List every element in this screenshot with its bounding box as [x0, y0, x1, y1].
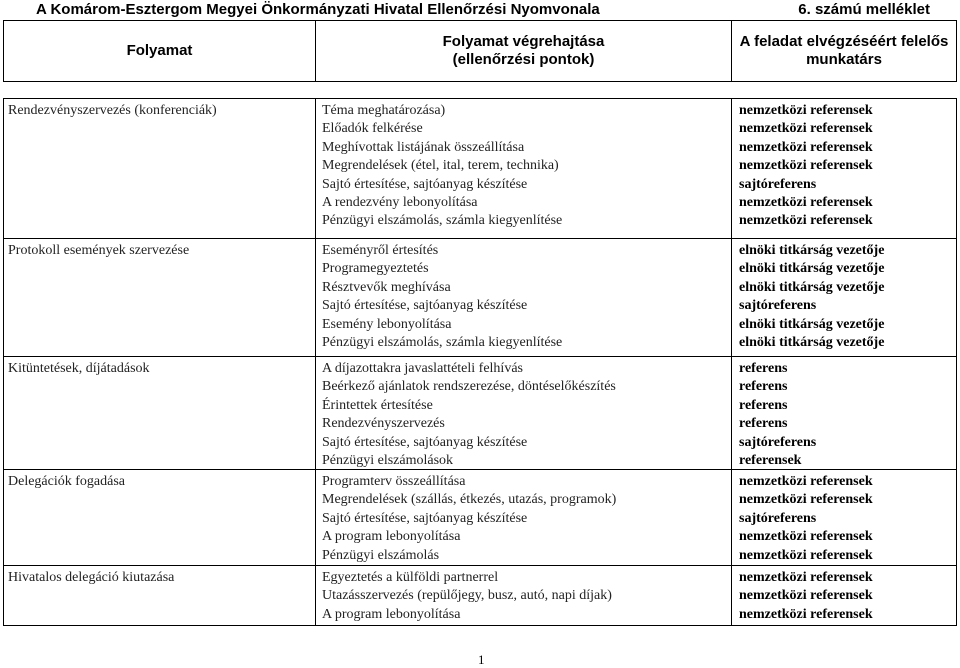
responsible-text: referens [739, 416, 788, 432]
column-header-process-label: Folyamat [126, 42, 193, 59]
step-text: Pénzügyi elszámolás [322, 547, 440, 563]
responsible-text: referens [739, 379, 788, 395]
step-text: Eseményről értesítés [322, 243, 439, 258]
step-text: Pénzügyi elszámolások [322, 453, 454, 469]
responsible-text: nemzetközi referensek [739, 103, 873, 118]
responsible-list [739, 360, 954, 470]
responsible-text: referens [739, 397, 788, 413]
responsible-text: elnöki titkárság vezetője [739, 279, 885, 295]
table-row [4, 356, 956, 470]
step-text: A díjazottakra javaslattételi felhívás [322, 361, 523, 376]
table-row [4, 238, 956, 357]
step-text: Utazásszervezés (repülőjegy, busz, autó, napi díjak) [322, 588, 612, 604]
responsible-text: elnöki titkárság vezetője [739, 261, 885, 277]
step-text: Egyeztetés a külföldi partnerrel [322, 570, 499, 585]
responsible-text: referensek [739, 453, 802, 469]
step-text: Programterv összeállítása [322, 474, 466, 489]
responsible-text: sajtóreferens [739, 298, 817, 314]
process-name: Kitüntetések, díjátadások [8, 361, 150, 376]
process-name: Protokoll események szervezése [8, 243, 190, 258]
column-header-execution [316, 21, 732, 81]
step-text: Meghívottak listájának összeállítása [322, 139, 525, 155]
column-header-responsible-line1: A feladat elvégzéséért felelős [739, 33, 949, 50]
execution-steps [322, 569, 727, 624]
responsible-text: sajtóreferens [739, 434, 817, 450]
table-row [4, 99, 956, 238]
step-text: Megrendelések (szállás, étkezés, utazás, programok) [322, 492, 617, 508]
step-text: Esemény lebonyolítása [322, 316, 452, 332]
execution-steps [322, 473, 727, 565]
step-text: Sajtó értesítése, sajtóanyag készítése [322, 434, 528, 450]
execution-steps [322, 242, 727, 352]
responsible-text: elnöki titkárság vezetője [739, 316, 885, 332]
responsible-text: sajtóreferens [739, 176, 817, 192]
column-header-responsible [732, 21, 956, 81]
organization-title: A Komárom-Esztergom Megyei Önkormányzati Hivatal Ellenőrzési Nyomvonala [36, 1, 600, 18]
responsible-list [739, 102, 954, 231]
table-header [3, 20, 957, 82]
execution-steps [322, 102, 727, 231]
step-text: A rendezvény lebonyolítása [322, 195, 478, 211]
responsible-text: nemzetközi referensek [739, 139, 873, 155]
step-text: Résztvevők meghívása [322, 279, 451, 295]
responsible-text: nemzetközi referensek [739, 570, 873, 585]
responsible-text: nemzetközi referensek [739, 158, 873, 174]
responsible-list [739, 242, 954, 352]
step-text: Pénzügyi elszámolás, számla kiegyenlítése [322, 335, 563, 351]
document-header [0, 0, 960, 22]
responsible-text: nemzetközi referensek [739, 529, 873, 545]
step-text: Érintettek értesítése [322, 397, 433, 413]
responsible-list [739, 473, 954, 565]
column-header-execution-line1: Folyamat végrehajtása [442, 33, 605, 50]
responsible-text: sajtóreferens [739, 510, 817, 526]
annex-label: 6. számú melléklet [798, 1, 930, 18]
responsible-text: nemzetközi referensek [739, 195, 873, 211]
responsible-text: elnöki titkárság vezetője [739, 335, 885, 351]
step-text: Rendezvényszervezés [322, 416, 445, 432]
responsible-text: nemzetközi referensek [739, 547, 873, 563]
step-text: Előadók felkérése [322, 121, 423, 137]
responsible-list [739, 569, 954, 624]
responsible-text: nemzetközi referensek [739, 492, 873, 508]
step-text: A program lebonyolítása [322, 606, 461, 622]
step-text: Pénzügyi elszámolás, számla kiegyenlítése [322, 213, 563, 229]
column-header-execution-line2: (ellenőrzési pontok) [452, 51, 595, 68]
step-text: Téma meghatározása) [322, 103, 446, 118]
responsible-text: nemzetközi referensek [739, 213, 873, 229]
table-row [4, 565, 956, 626]
step-text: Beérkező ajánlatok rendszerezése, döntéselőkészítés [322, 379, 616, 395]
step-text: Sajtó értesítése, sajtóanyag készítése [322, 510, 528, 526]
process-name: Rendezvényszervezés (konferenciák) [8, 103, 217, 118]
responsible-text: referens [739, 361, 788, 376]
responsible-text: nemzetközi referensek [739, 606, 873, 622]
execution-steps [322, 360, 727, 470]
responsible-text: nemzetközi referensek [739, 121, 873, 137]
step-text: Megrendelések (étel, ital, terem, technika) [322, 158, 559, 174]
table-row [4, 469, 956, 566]
step-text: A program lebonyolítása [322, 529, 461, 545]
process-name: Delegációk fogadása [8, 474, 125, 489]
responsible-text: elnöki titkárság vezetője [739, 243, 885, 258]
responsible-text: nemzetközi referensek [739, 474, 873, 489]
step-text: Sajtó értesítése, sajtóanyag készítése [322, 176, 528, 192]
column-header-process [4, 21, 316, 81]
process-name: Hivatalos delegáció kiutazása [8, 570, 175, 585]
page-number: 1 [478, 652, 485, 667]
responsible-text: nemzetközi referensek [739, 588, 873, 604]
step-text: Programegyeztetés [322, 261, 429, 277]
column-header-responsible-line2: munkatárs [806, 51, 882, 68]
step-text: Sajtó értesítése, sajtóanyag készítése [322, 298, 528, 314]
process-table [3, 98, 957, 626]
